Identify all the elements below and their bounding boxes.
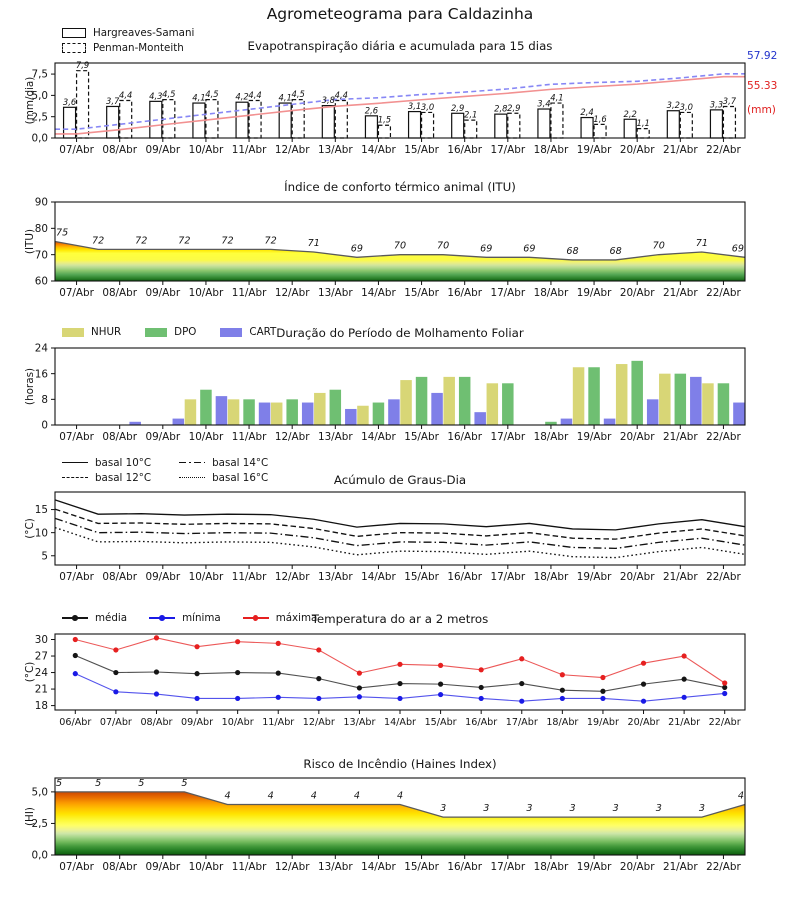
svg-text:13/Abr: 13/Abr xyxy=(317,571,353,583)
svg-text:14/Abr: 14/Abr xyxy=(361,861,396,873)
svg-text:4,5: 4,5 xyxy=(205,89,219,100)
svg-text:30: 30 xyxy=(34,634,48,647)
svg-text:21/Abr: 21/Abr xyxy=(662,287,698,299)
basal14-line-swatch xyxy=(179,462,205,464)
svg-text:14/Abr: 14/Abr xyxy=(361,144,396,156)
svg-text:(mm/dia): (mm/dia) xyxy=(24,76,36,125)
legend-label-cart: CART xyxy=(249,326,277,338)
svg-text:3,8: 3,8 xyxy=(321,95,335,106)
svg-text:07/Abr: 07/Abr xyxy=(59,287,94,299)
page-title: Agrometeograma para Caldazinha xyxy=(266,5,534,23)
svg-text:12/Abr: 12/Abr xyxy=(274,144,310,156)
svg-text:08/Abr: 08/Abr xyxy=(102,431,138,443)
svg-text:08/Abr: 08/Abr xyxy=(102,287,138,299)
svg-text:17/Abr: 17/Abr xyxy=(505,717,538,728)
svg-text:(°C): (°C) xyxy=(24,661,36,683)
svg-text:14/Abr: 14/Abr xyxy=(361,571,396,583)
svg-text:4: 4 xyxy=(267,790,274,802)
svg-text:11/Abr: 11/Abr xyxy=(262,717,295,728)
svg-text:3,7: 3,7 xyxy=(722,95,737,106)
svg-text:10/Abr: 10/Abr xyxy=(188,571,224,583)
svg-text:09/Abr: 09/Abr xyxy=(145,571,181,583)
svg-text:19/Abr: 19/Abr xyxy=(576,861,612,873)
svg-text:07/Abr: 07/Abr xyxy=(59,571,94,583)
svg-text:2,4: 2,4 xyxy=(580,107,594,118)
svg-text:71: 71 xyxy=(307,238,320,250)
legend-item-basal10 xyxy=(62,457,151,469)
svg-text:7,5: 7,5 xyxy=(31,68,48,81)
svg-text:14/Abr: 14/Abr xyxy=(361,431,396,443)
svg-text:20/Abr: 20/Abr xyxy=(619,431,655,443)
legend-label-basal12: basal 12°C xyxy=(95,471,152,484)
svg-text:15/Abr: 15/Abr xyxy=(404,861,439,873)
svg-text:69: 69 xyxy=(523,243,536,255)
svg-text:10/Abr: 10/Abr xyxy=(188,861,224,873)
svg-text:17/Abr: 17/Abr xyxy=(490,287,526,299)
svg-text:08/Abr: 08/Abr xyxy=(102,144,138,156)
svg-text:19/Abr: 19/Abr xyxy=(576,431,612,443)
svg-text:4,5: 4,5 xyxy=(291,89,305,100)
svg-text:72: 72 xyxy=(178,235,191,247)
svg-text:69: 69 xyxy=(731,243,744,255)
legend-item-hargreaves xyxy=(62,27,194,39)
svg-text:3,4: 3,4 xyxy=(537,98,551,109)
svg-text:22/Abr: 22/Abr xyxy=(706,431,741,443)
svg-text:15/Abr: 15/Abr xyxy=(404,144,439,156)
svg-text:2,5: 2,5 xyxy=(31,111,48,124)
svg-text:1,1: 1,1 xyxy=(636,118,650,129)
svg-text:0,0: 0,0 xyxy=(31,132,48,145)
svg-text:2,2: 2,2 xyxy=(623,108,637,119)
svg-text:19/Abr: 19/Abr xyxy=(576,287,612,299)
svg-text:3,6: 3,6 xyxy=(62,96,77,107)
svg-text:08/Abr: 08/Abr xyxy=(140,717,173,728)
molhamento-legend xyxy=(62,326,276,338)
svg-text:70: 70 xyxy=(652,240,665,252)
legend-item-dpo xyxy=(145,326,196,338)
svg-text:10/Abr: 10/Abr xyxy=(188,287,224,299)
svg-text:09/Abr: 09/Abr xyxy=(145,861,181,873)
svg-text:27: 27 xyxy=(34,650,48,663)
svg-text:16/Abr: 16/Abr xyxy=(447,431,483,443)
hargreaves-accumulated-total: 55.33 xyxy=(747,80,778,92)
svg-text:70: 70 xyxy=(393,240,407,252)
svg-text:69: 69 xyxy=(480,243,493,255)
svg-text:4: 4 xyxy=(737,790,744,802)
temperatura-legend xyxy=(62,612,317,624)
svg-text:(°C): (°C) xyxy=(24,518,36,539)
svg-text:90: 90 xyxy=(34,196,48,209)
svg-text:24: 24 xyxy=(34,667,48,680)
minima-line-swatch xyxy=(149,617,175,619)
svg-text:80: 80 xyxy=(34,222,48,235)
svg-text:2,8: 2,8 xyxy=(494,103,508,114)
svg-text:20/Abr: 20/Abr xyxy=(619,287,655,299)
legend-label-minima: mínima xyxy=(182,612,221,624)
legend-label-nhur: NHUR xyxy=(91,326,122,338)
svg-text:4,4: 4,4 xyxy=(119,90,133,100)
svg-text:12/Abr: 12/Abr xyxy=(274,431,310,443)
svg-text:75: 75 xyxy=(56,227,69,239)
molhamento-title: Duração do Período de Molhamento Foliar xyxy=(276,326,524,340)
svg-text:2,9: 2,9 xyxy=(451,102,465,113)
svg-text:12/Abr: 12/Abr xyxy=(274,571,310,583)
svg-text:2,1: 2,1 xyxy=(464,109,478,120)
svg-text:18/Abr: 18/Abr xyxy=(533,861,569,873)
svg-text:18/Abr: 18/Abr xyxy=(533,144,569,156)
svg-text:3: 3 xyxy=(483,803,490,815)
svg-text:18: 18 xyxy=(34,700,48,713)
svg-text:11/Abr: 11/Abr xyxy=(231,861,267,873)
svg-text:15/Abr: 15/Abr xyxy=(424,717,457,728)
svg-text:68: 68 xyxy=(566,245,579,257)
svg-text:0,0: 0,0 xyxy=(31,849,48,862)
svg-text:14/Abr: 14/Abr xyxy=(383,717,417,728)
svg-text:19/Abr: 19/Abr xyxy=(576,144,612,156)
penman-accumulated-total: 57.92 xyxy=(747,50,778,62)
svg-text:5: 5 xyxy=(56,777,63,789)
svg-text:1,5: 1,5 xyxy=(377,114,392,125)
svg-text:21/Abr: 21/Abr xyxy=(668,717,701,728)
svg-text:3: 3 xyxy=(440,803,447,815)
svg-text:4,1: 4,1 xyxy=(192,92,206,103)
legend-item-basal12 xyxy=(62,472,151,484)
svg-text:17/Abr: 17/Abr xyxy=(490,571,526,583)
svg-text:10/Abr: 10/Abr xyxy=(221,717,254,728)
svg-text:4: 4 xyxy=(353,790,360,802)
svg-text:19/Abr: 19/Abr xyxy=(576,571,612,583)
svg-text:3,0: 3,0 xyxy=(420,101,435,112)
svg-text:12/Abr: 12/Abr xyxy=(274,861,310,873)
svg-text:09/Abr: 09/Abr xyxy=(145,287,181,299)
svg-text:22/Abr: 22/Abr xyxy=(708,717,741,728)
svg-text:21/Abr: 21/Abr xyxy=(662,571,698,583)
cart-swatch xyxy=(220,328,242,337)
svg-text:21: 21 xyxy=(34,683,48,696)
legend-item-basal14 xyxy=(179,457,268,469)
svg-text:4,3: 4,3 xyxy=(149,90,163,101)
svg-text:13/Abr: 13/Abr xyxy=(317,287,353,299)
legend-item-nhur xyxy=(62,326,121,338)
svg-text:12/Abr: 12/Abr xyxy=(302,717,335,728)
temperatura-title: Temperatura do ar a 2 metros xyxy=(311,612,489,626)
svg-text:2,5: 2,5 xyxy=(31,818,48,831)
legend-label-basal16: basal 16°C xyxy=(212,471,269,484)
basal12-line-swatch xyxy=(62,477,88,478)
svg-text:08/Abr: 08/Abr xyxy=(102,571,138,583)
svg-text:09/Abr: 09/Abr xyxy=(145,431,181,443)
svg-text:69: 69 xyxy=(350,243,363,255)
svg-text:1,6: 1,6 xyxy=(593,113,607,124)
svg-text:18/Abr: 18/Abr xyxy=(533,571,569,583)
legend-label-hargreaves: Hargreaves-Samani xyxy=(93,27,195,39)
svg-text:(ITU): (ITU) xyxy=(24,228,36,255)
svg-text:20/Abr: 20/Abr xyxy=(619,571,655,583)
svg-text:3: 3 xyxy=(698,803,705,815)
evapo-title: Evapotranspiração diária e acumulada para 15 dias xyxy=(247,39,553,53)
svg-text:16/Abr: 16/Abr xyxy=(447,861,483,873)
svg-text:4,2: 4,2 xyxy=(235,91,249,102)
svg-text:4,4: 4,4 xyxy=(248,90,262,100)
svg-text:3,7: 3,7 xyxy=(106,95,120,106)
svg-text:72: 72 xyxy=(264,235,277,247)
haines-title: Risco de Incêndio (Haines Index) xyxy=(303,757,497,771)
svg-text:4: 4 xyxy=(396,790,404,802)
svg-text:3: 3 xyxy=(655,803,662,815)
svg-text:20/Abr: 20/Abr xyxy=(619,144,655,156)
legend-label-penman: Penman-Monteith xyxy=(93,42,184,54)
svg-text:09/Abr: 09/Abr xyxy=(145,144,181,156)
svg-text:(HI): (HI) xyxy=(24,807,36,826)
dpo-swatch xyxy=(145,328,167,337)
svg-text:3,1: 3,1 xyxy=(407,101,422,112)
penman-bar-swatch xyxy=(62,43,86,53)
svg-text:5: 5 xyxy=(138,777,145,789)
svg-text:17/Abr: 17/Abr xyxy=(490,431,526,443)
svg-text:16/Abr: 16/Abr xyxy=(447,287,483,299)
svg-text:72: 72 xyxy=(221,235,234,247)
maxima-line-swatch xyxy=(243,617,269,619)
basal10-line-swatch xyxy=(62,462,88,463)
legend-label-maxima: máxima xyxy=(275,612,318,624)
svg-text:12/Abr: 12/Abr xyxy=(274,287,310,299)
svg-text:19/Abr: 19/Abr xyxy=(586,717,619,728)
legend-item-minima xyxy=(149,612,221,624)
svg-text:22/Abr: 22/Abr xyxy=(706,861,741,873)
svg-text:3: 3 xyxy=(526,803,533,815)
svg-text:3,3: 3,3 xyxy=(709,99,724,110)
media-line-swatch xyxy=(62,617,88,619)
legend-label-media: média xyxy=(95,612,128,624)
itu-title: Índice de conforto térmico animal (ITU) xyxy=(284,180,516,194)
svg-text:4,4: 4,4 xyxy=(334,90,348,100)
svg-text:72: 72 xyxy=(135,235,148,247)
accumulated-unit-label: (mm) xyxy=(747,104,776,116)
svg-text:10/Abr: 10/Abr xyxy=(188,144,224,156)
svg-text:15/Abr: 15/Abr xyxy=(404,287,439,299)
svg-text:70: 70 xyxy=(437,240,450,252)
svg-text:3,2: 3,2 xyxy=(666,100,680,111)
svg-text:8: 8 xyxy=(41,393,48,406)
legend-item-media xyxy=(62,612,127,624)
svg-text:3,0: 3,0 xyxy=(679,101,693,112)
svg-text:18/Abr: 18/Abr xyxy=(533,287,569,299)
legend-item-basal16 xyxy=(179,472,268,484)
svg-text:07/Abr: 07/Abr xyxy=(59,431,94,443)
svg-text:16/Abr: 16/Abr xyxy=(447,144,483,156)
svg-text:68: 68 xyxy=(609,245,622,257)
svg-text:3: 3 xyxy=(569,803,576,815)
svg-text:2,9: 2,9 xyxy=(507,102,521,113)
svg-text:15/Abr: 15/Abr xyxy=(404,431,439,443)
svg-text:4,1: 4,1 xyxy=(278,92,292,103)
basal16-line-swatch xyxy=(179,477,205,478)
svg-text:18/Abr: 18/Abr xyxy=(546,717,579,728)
svg-text:16/Abr: 16/Abr xyxy=(447,571,483,583)
svg-text:11/Abr: 11/Abr xyxy=(231,144,267,156)
hargreaves-bar-swatch xyxy=(62,28,86,38)
svg-text:5: 5 xyxy=(95,777,102,789)
svg-text:(horas): (horas) xyxy=(24,367,36,406)
legend-item-cart xyxy=(220,326,276,338)
svg-text:11/Abr: 11/Abr xyxy=(231,571,267,583)
graus-dia-legend xyxy=(62,455,268,485)
svg-text:3: 3 xyxy=(612,803,619,815)
svg-text:11/Abr: 11/Abr xyxy=(231,431,267,443)
svg-text:22/Abr: 22/Abr xyxy=(706,144,741,156)
svg-text:15/Abr: 15/Abr xyxy=(404,571,439,583)
evapo-legend xyxy=(62,27,194,54)
svg-text:21/Abr: 21/Abr xyxy=(662,431,698,443)
legend-label-basal14: basal 14°C xyxy=(212,456,269,469)
svg-text:7,9: 7,9 xyxy=(75,60,90,71)
svg-text:16/Abr: 16/Abr xyxy=(465,717,498,728)
svg-text:5: 5 xyxy=(41,550,48,563)
svg-text:0: 0 xyxy=(41,419,48,432)
svg-text:07/Abr: 07/Abr xyxy=(99,717,132,728)
svg-text:09/Abr: 09/Abr xyxy=(181,717,214,728)
legend-label-basal10: basal 10°C xyxy=(95,456,152,469)
nhur-swatch xyxy=(62,328,84,337)
svg-text:72: 72 xyxy=(92,235,105,247)
svg-text:4: 4 xyxy=(224,790,231,802)
svg-text:08/Abr: 08/Abr xyxy=(102,861,138,873)
svg-text:2,6: 2,6 xyxy=(364,105,379,116)
svg-text:11/Abr: 11/Abr xyxy=(231,287,267,299)
svg-text:07/Abr: 07/Abr xyxy=(59,144,94,156)
svg-text:21/Abr: 21/Abr xyxy=(662,144,698,156)
svg-text:20/Abr: 20/Abr xyxy=(627,717,660,728)
svg-text:71: 71 xyxy=(695,238,708,250)
svg-text:13/Abr: 13/Abr xyxy=(317,431,353,443)
svg-text:17/Abr: 17/Abr xyxy=(490,861,526,873)
graus-dia-title: Acúmulo de Graus-Dia xyxy=(333,473,467,487)
svg-text:13/Abr: 13/Abr xyxy=(317,144,353,156)
svg-text:4: 4 xyxy=(310,790,317,802)
svg-text:13/Abr: 13/Abr xyxy=(343,717,376,728)
svg-text:60: 60 xyxy=(34,275,48,288)
svg-text:13/Abr: 13/Abr xyxy=(317,861,353,873)
svg-text:10: 10 xyxy=(34,527,48,540)
legend-label-dpo: DPO xyxy=(174,326,197,338)
svg-text:20/Abr: 20/Abr xyxy=(619,861,655,873)
svg-text:07/Abr: 07/Abr xyxy=(59,861,94,873)
legend-item-penman xyxy=(62,42,184,54)
svg-text:5: 5 xyxy=(181,777,188,789)
svg-text:17/Abr: 17/Abr xyxy=(490,144,526,156)
svg-text:22/Abr: 22/Abr xyxy=(706,287,741,299)
svg-text:18/Abr: 18/Abr xyxy=(533,431,569,443)
svg-text:5,0: 5,0 xyxy=(31,786,48,799)
svg-text:4,1: 4,1 xyxy=(550,92,564,103)
svg-text:21/Abr: 21/Abr xyxy=(662,861,698,873)
svg-text:06/Abr: 06/Abr xyxy=(59,717,92,728)
svg-text:16: 16 xyxy=(34,368,48,381)
svg-text:22/Abr: 22/Abr xyxy=(706,571,741,583)
svg-text:10/Abr: 10/Abr xyxy=(188,431,224,443)
svg-text:70: 70 xyxy=(34,249,48,262)
svg-text:15: 15 xyxy=(34,504,48,517)
svg-text:14/Abr: 14/Abr xyxy=(361,287,396,299)
legend-item-maxima xyxy=(243,612,318,624)
svg-text:4,5: 4,5 xyxy=(162,89,176,100)
svg-text:5,0: 5,0 xyxy=(31,89,48,102)
svg-text:24: 24 xyxy=(34,342,48,355)
